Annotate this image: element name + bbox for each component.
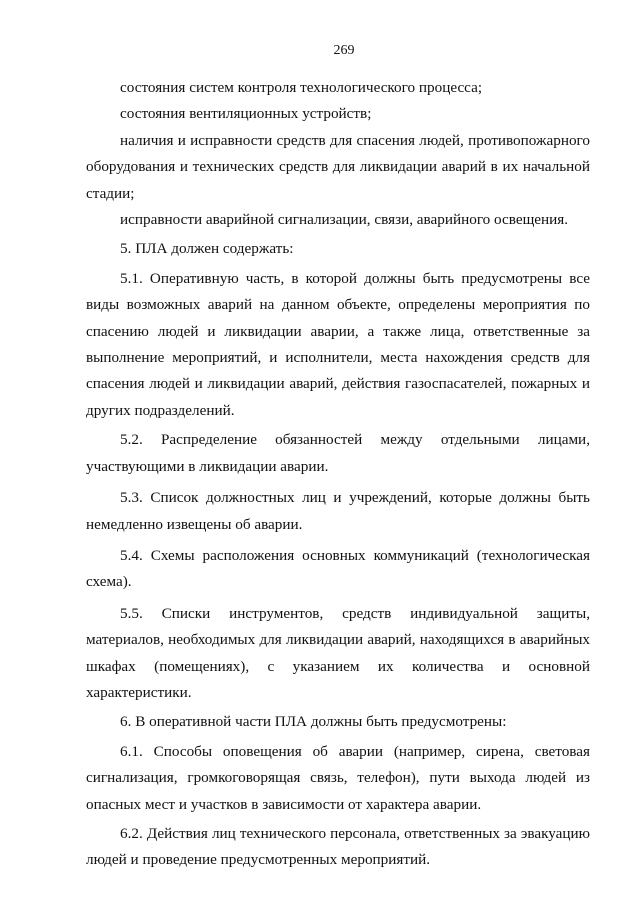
paragraph-5-1: 5.1. Оперативную часть, в которой должны быть предусмотрены все виды возможных аварий на данном объекте, определены мероприятия по спасению людей и ликвидации аварии, а также лица, ответственные за выполнение мероприятий, и исполнители, места нахождения средств для спасения людей и ликвидации аварий, действия газоспасателей, пожарных и других подразделений.: [86, 269, 590, 419]
paragraph-5-5: 5.5. Списки инструментов, средств индивидуальной защиты, материалов, необходимых для ликвидации аварий, находящихся в аварийных шкафах (помещениях), с указанием их количества и основной характеристики.: [86, 604, 590, 701]
paragraph-section-5: 5. ПЛА должен содержать:: [120, 240, 294, 258]
paragraph-section-6: 6. В оперативной части ПЛА должны быть предусмотрены:: [120, 713, 507, 731]
paragraph-5-3: 5.3. Список должностных лиц и учреждений, которые должны быть немедленно извещены об аварии.: [86, 489, 590, 533]
paragraph-5-4: 5.4. Схемы расположения основных коммуникаций (технологическая схема).: [86, 546, 590, 591]
paragraph-rescue-means: наличия и исправности средств для спасения людей, противопожарного оборудования и технических средств для ликвидации аварий в их начальной стадии;: [86, 131, 590, 202]
paragraph-alarm-signaling: исправности аварийной сигнализации, связи, аварийного освещения.: [120, 211, 569, 229]
paragraph-ventilation: состояния вентиляционных устройств;: [120, 105, 372, 123]
paragraph-6-2: 6.2. Действия лиц технического персонала, ответственных за эвакуацию людей и проведение предусмотренных мероприятий.: [86, 824, 590, 869]
paragraph-5-2: 5.2. Распределение обязанностей между отдельными лицами, участвующими в ликвидации аварии.: [86, 431, 590, 475]
paragraph-control-systems: состояния систем контроля технологического процесса;: [120, 79, 483, 96]
page-number: 269: [333, 43, 355, 58]
paragraph-6-1: 6.1. Способы оповещения об аварии (например, сирена, световая сигнализация, громкоговорящая связь, телефон), пути выхода людей из опасных мест и участков в зависимости от характера аварии.: [86, 742, 590, 813]
